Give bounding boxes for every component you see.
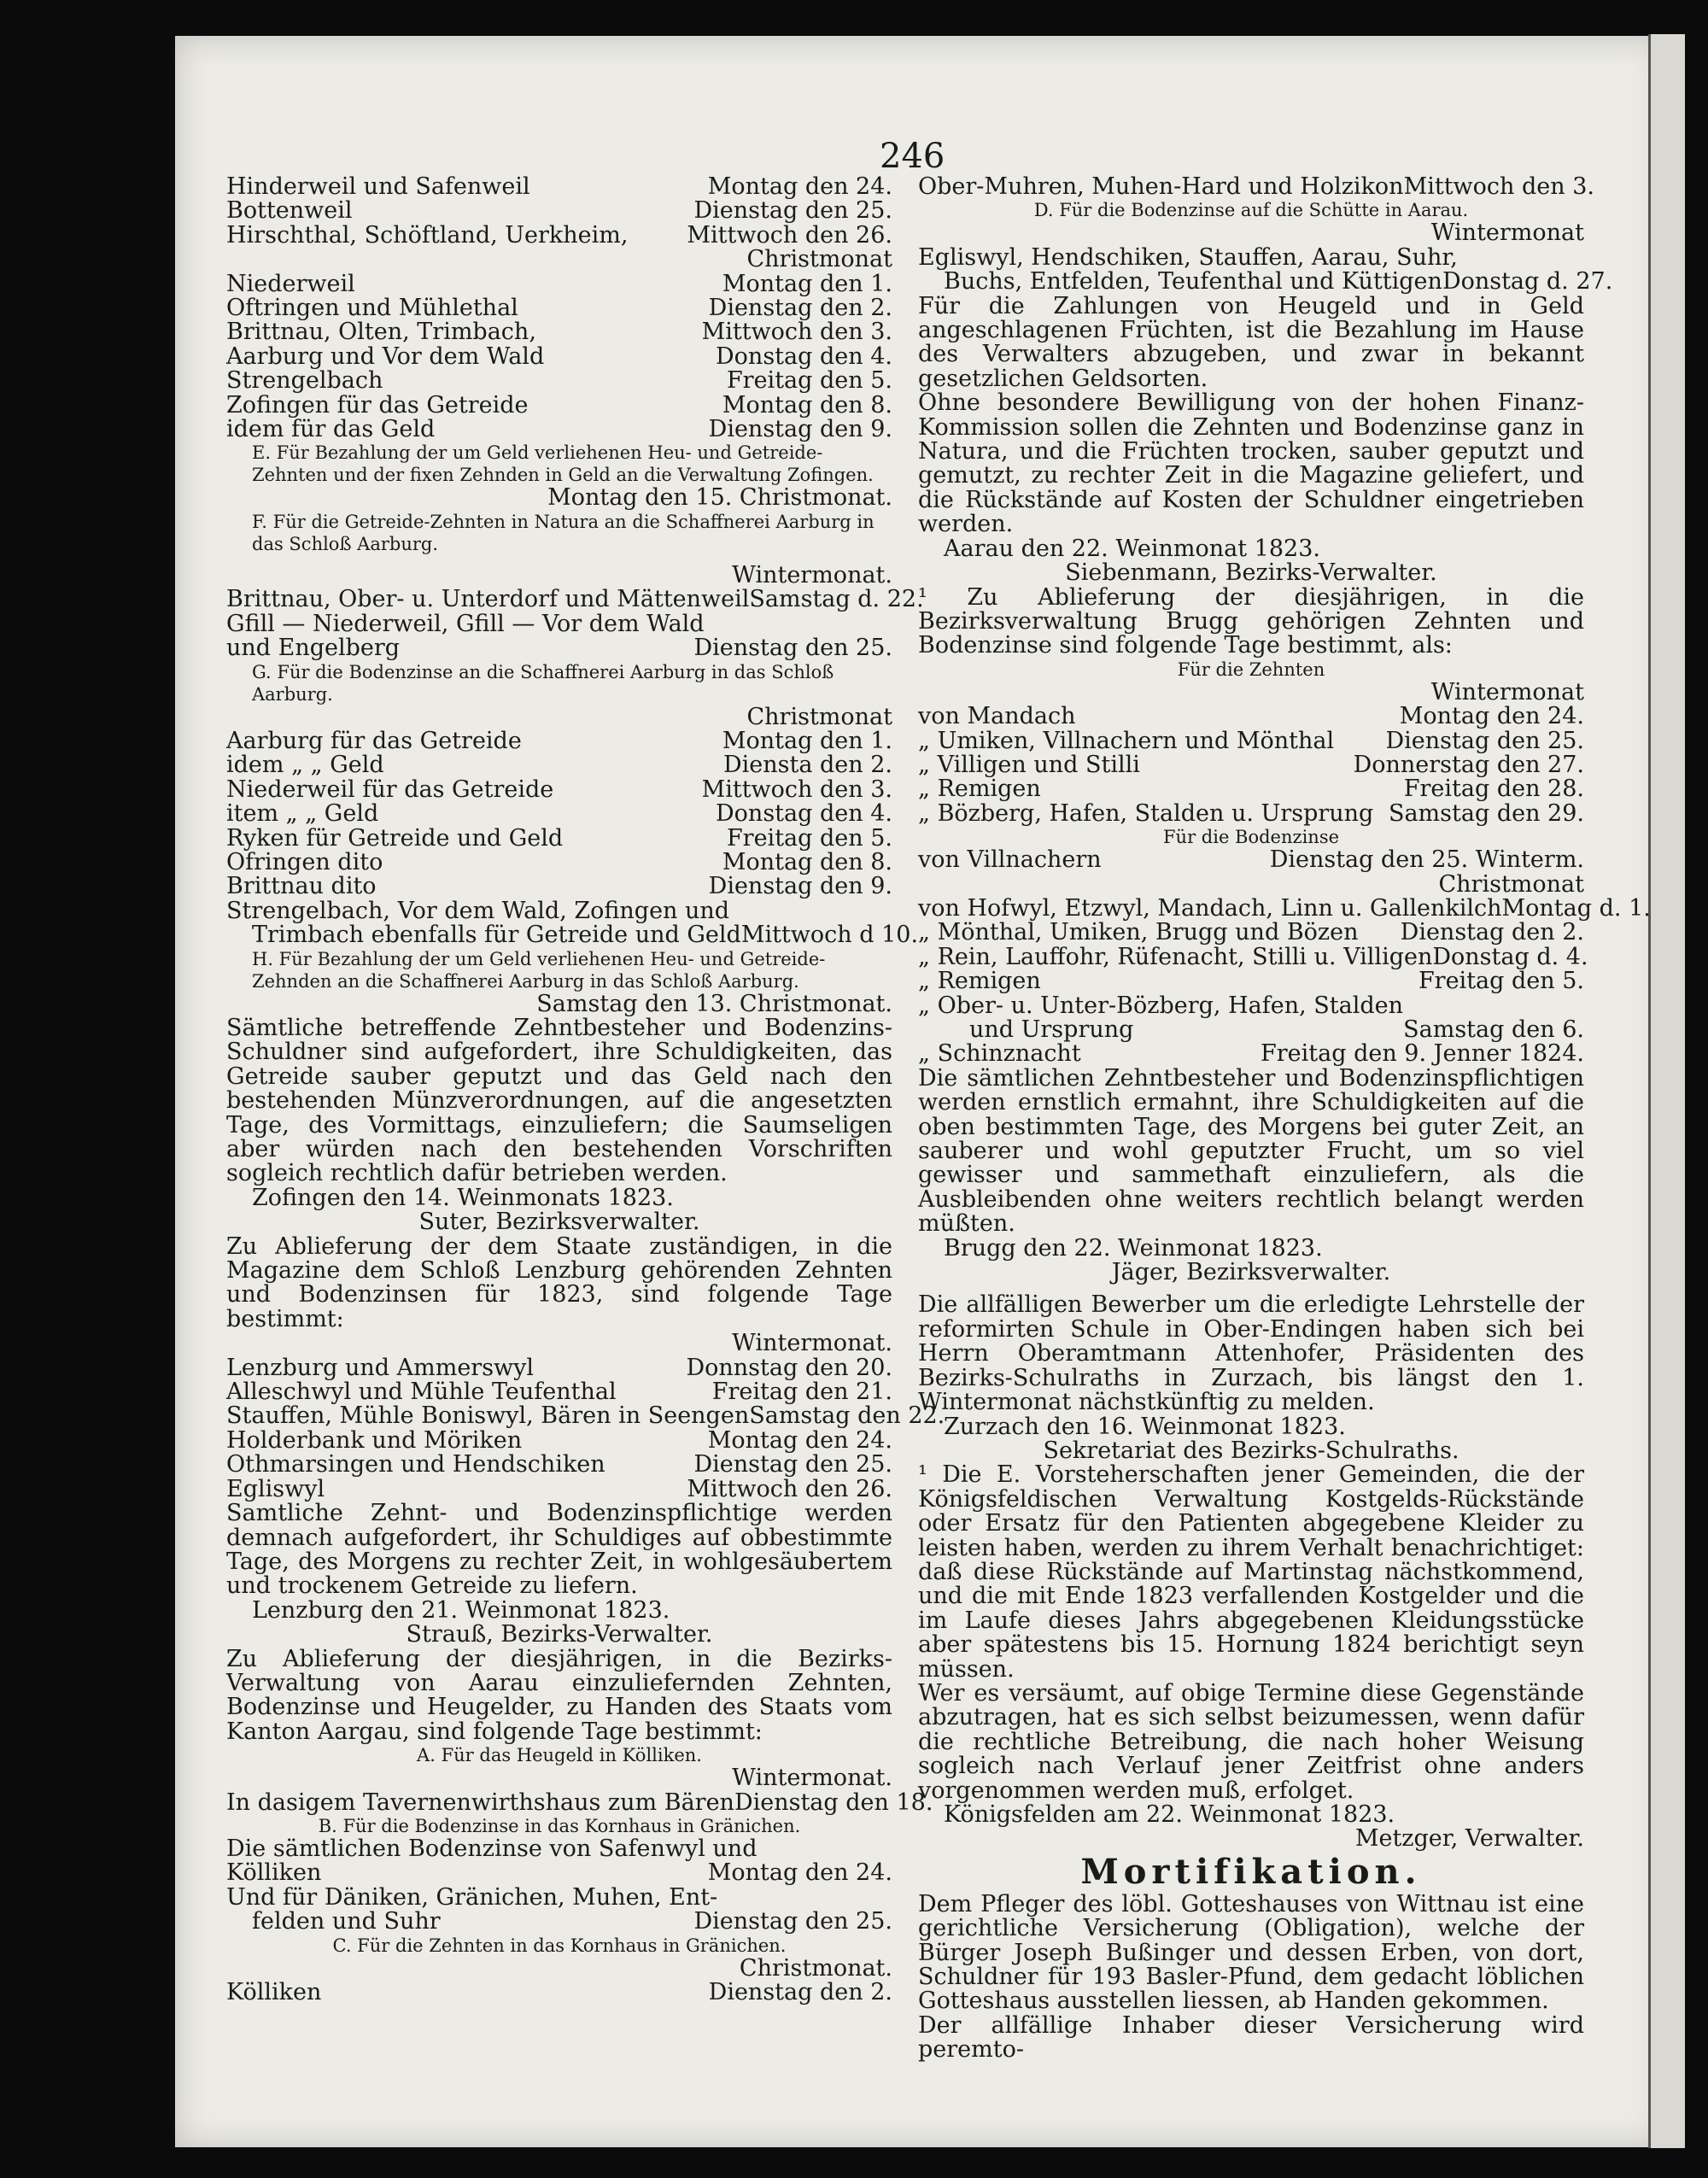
schedule-row xyxy=(918,1018,1584,1042)
place: Brittnau, Ober- u. Unterdorf und Mättenweil xyxy=(226,586,750,613)
place: idem „ „ Geld xyxy=(226,752,384,779)
schedule-row xyxy=(226,175,892,199)
date: Samstag den 6. xyxy=(1403,1016,1584,1043)
schedule-row xyxy=(226,345,892,369)
date: Samstag den 22. xyxy=(749,1402,945,1430)
date: Donstag den 4. xyxy=(716,343,892,370)
month-heading: Christmonat xyxy=(746,246,892,273)
schedule-row xyxy=(226,1910,892,1934)
schedule-block xyxy=(226,1789,933,1816)
month-heading: Christmonat. xyxy=(739,1954,892,1982)
schedule-row xyxy=(226,221,892,249)
paragraph: Ohne besondere Bewilligung von der hohen Finanz-Kommission sollen die Zehnten und Bodenzinse ganz in Natura, und die Früchten trocken, sauber geputzt und gemutzt, zu rechter Zeit in die Magazine geliefert, und die Rückstände auf Kosten der Schuldner eingetrieben werden. xyxy=(918,389,1584,538)
place: Brittnau, Olten, Trimbach, xyxy=(226,319,536,346)
date: Dienstag den 9. xyxy=(708,416,892,443)
signature: Jäger, Bezirksverwalter. xyxy=(1111,1259,1391,1286)
schedule-line: Die sämtlichen Bodenzinse von Safenwyl und xyxy=(226,1835,757,1862)
place: Niederweil xyxy=(226,270,355,297)
schedule-row xyxy=(226,369,892,393)
date: Mittwoch den 26. xyxy=(687,1475,892,1502)
date: Montag den 24. xyxy=(707,1859,892,1887)
date: Mittwoch den 3. xyxy=(1403,173,1595,200)
signature: Strauß, Bezirks-Verwalter. xyxy=(406,1621,713,1648)
date: Mittwoch den 3. xyxy=(701,776,892,803)
date: Montag den 8. xyxy=(722,848,892,875)
signature: Sekretariat des Bezirks-Schulraths. xyxy=(1043,1437,1459,1464)
date: Montag d. 1. xyxy=(1501,894,1651,922)
schedule-row xyxy=(918,848,1584,872)
month-heading: Christmonat xyxy=(1438,870,1584,898)
signature: Suter, Bezirksverwalter. xyxy=(418,1209,700,1236)
place: „ Villigen und Stilli xyxy=(918,751,1140,778)
date: Dienstag den 18. xyxy=(734,1789,933,1816)
schedule-row xyxy=(226,1861,892,1885)
month-heading: Wintermonat. xyxy=(732,1765,892,1792)
schedule-row xyxy=(226,272,892,296)
paragraph: Die sämtlichen Zehntbesteher und Bodenzinspflichtigen werden ernstlich ermahnt, ihre Schuldigkeiten auf die oben bestimmten Tage, des Morgens bei guter Zeit, an sauberer und wohl geputzter Frucht, um so viel gewisser und sammethaft einzuliefern, als die Ausbleibenden ohne weiters rechtlich belangt werden müßten. xyxy=(918,1064,1584,1238)
note-e: E. Für Bezahlung der um Geld verliehenen Heu- und Getreide-Zehnten und der fixen Zehnden in Geld an die Verwaltung Zofingen. xyxy=(252,442,874,486)
place: Egliswyl xyxy=(226,1475,325,1502)
subheading: Für die Bodenzinse xyxy=(1162,827,1340,848)
place: Ober-Muhren, Muhen-Hard und Holzikon xyxy=(918,173,1404,200)
schedule-row xyxy=(226,199,892,223)
date: Donstag d. 27. xyxy=(1442,268,1613,296)
subheading: Für die Zehnten xyxy=(1177,659,1325,680)
place: item „ „ Geld xyxy=(226,800,379,828)
next-page-edge xyxy=(1648,34,1685,2148)
date: Dienstag den 25. xyxy=(693,635,892,662)
schedule-line: Gfill — Niederweil, Gfill — Vor dem Wald xyxy=(226,610,705,637)
paragraph: Zu Ablieferung der dem Staate zuständigen, in die Magazine dem Schloß Lenzburg gehörenden Zehnten und Bodenzinsen für 1823, sind folgende Tage bestimmt: xyxy=(226,1232,892,1332)
schedule-row xyxy=(226,320,892,344)
place-date: Lenzburg den 21. Weinmonat 1823. xyxy=(252,1596,670,1624)
schedule-row xyxy=(918,921,1584,945)
date: Dienstag den 25. xyxy=(693,1451,892,1478)
place: Zofingen für das Getreide xyxy=(226,391,529,419)
subheading: A. Für das Heugeld in Kölliken. xyxy=(417,1745,702,1766)
schedule-row xyxy=(918,268,1613,296)
schedule-block xyxy=(918,894,1651,995)
month-heading: Christmonat xyxy=(746,703,892,730)
schedule-row xyxy=(918,1042,1584,1066)
schedule-row xyxy=(918,753,1584,777)
place-date: Königsfelden am 22. Weinmonat 1823. xyxy=(944,1801,1395,1828)
place: Kölliken xyxy=(226,1859,322,1887)
schedule-row xyxy=(226,1475,892,1502)
schedule-block xyxy=(226,1354,945,1502)
schedule-row xyxy=(226,753,892,777)
date: Montag den 1. xyxy=(722,727,892,754)
place: Brittnau dito xyxy=(226,873,377,900)
date: Dienstag den 2. xyxy=(708,295,892,322)
schedule-row xyxy=(226,1380,892,1404)
schedule-row xyxy=(918,173,1595,200)
schedule-block xyxy=(918,705,1584,826)
schedule-row xyxy=(226,824,892,852)
paragraph: Zu Ablieferung der diesjährigen, in die Bezirks-Verwaltung von Aarau einzuliefernden Zehnten, Bodenzinse und Heugelder, zu Handen des Staats vom Kanton Aargau, sind folgende Tage bestimmt: xyxy=(226,1645,892,1745)
month-heading: Wintermonat. xyxy=(732,561,892,588)
schedule-row xyxy=(918,894,1651,922)
date: Diensta den 2. xyxy=(722,752,892,779)
place: Trimbach ebenfalls für Getreide und Geld xyxy=(252,922,741,949)
date: Montag den 24. xyxy=(707,173,892,200)
schedule-row xyxy=(226,922,919,949)
schedule-row xyxy=(226,1356,892,1380)
schedule-row xyxy=(226,848,892,875)
schedule-row xyxy=(226,778,892,802)
paragraph: ¹ Zu Ablieferung der diesjährigen, in die Bezirksverwaltung Brugg gehörigen Zehnten und Bodenzinse sind folgende Tage bestimmt, als: xyxy=(918,583,1584,659)
date: Montag den 1. xyxy=(722,270,892,297)
schedule-line: „ Ober- u. Unter-Bözberg, Hafen, Stalden xyxy=(918,992,1403,1019)
schedule-row xyxy=(918,777,1584,801)
date: Donnstag den 20. xyxy=(686,1354,892,1381)
schedule-block xyxy=(226,272,892,442)
note-e-date: Montag den 15. Christmonat. xyxy=(547,484,892,512)
schedule-row xyxy=(226,586,924,613)
place-date: Zurzach den 16. Weinmonat 1823. xyxy=(944,1413,1346,1440)
date: Dienstag den 25. Winterm. xyxy=(1269,846,1584,874)
date: Donstag den 4. xyxy=(716,800,892,828)
schedule-row xyxy=(918,969,1584,993)
place: Lenzburg und Ammerswyl xyxy=(226,1354,535,1381)
date: Dienstag den 2. xyxy=(1400,919,1584,946)
date: Freitag den 5. xyxy=(1418,968,1584,995)
note-h-date: Samstag den 13. Christmonat. xyxy=(536,990,892,1017)
paragraph: Samtliche Zehnt- und Bodenzinspflichtige werden demnach aufgefordert, ihr Schuldiges auf obbestimmte Tage, des Morgens zu rechter Zeit, in wohlgesäubertem und trockenem Getreide zu liefern. xyxy=(226,1500,892,1600)
signature: Metzger, Verwalter. xyxy=(1354,1825,1584,1853)
place: Bottenweil xyxy=(226,197,353,225)
date: Mittwoch den 26. xyxy=(687,221,892,249)
note-h: H. Für Bezahlung der um Geld verliehenen Heu- und Getreide-Zehnden an die Schaffnerei Aarburg in das Schloß Aarburg. xyxy=(252,948,826,992)
date: Mittwoch d 10. xyxy=(740,922,919,949)
subheading: D. Für die Bodenzinse auf die Schütte in Aarau. xyxy=(1033,200,1469,221)
place: felden und Suhr xyxy=(252,1908,441,1935)
month-heading: Wintermonat xyxy=(1430,678,1584,706)
date: Montag den 24. xyxy=(1399,703,1584,730)
date: Dienstag den 9. xyxy=(708,873,892,900)
date: Dienstag den 2. xyxy=(708,1979,892,2005)
schedule-line: Egliswyl, Hendschiken, Stauffen, Aarau, Suhr, xyxy=(918,243,1458,271)
place: und Ursprung xyxy=(969,1016,1134,1043)
place: „ Bözberg, Hafen, Stalden u. Ursprung xyxy=(918,799,1374,827)
schedule-block xyxy=(226,1981,892,2005)
schedule-row xyxy=(226,1426,892,1454)
schedule-row xyxy=(226,802,892,826)
schedule-block xyxy=(226,729,892,899)
left-column xyxy=(226,173,945,2005)
schedule-block xyxy=(226,175,892,248)
place: „ Schinznacht xyxy=(918,1040,1081,1068)
date: Freitag den 5. xyxy=(726,824,892,852)
place: „ Mönthal, Umiken, Brugg und Bözen xyxy=(918,919,1359,946)
schedule-row xyxy=(226,1402,945,1430)
schedule-row xyxy=(226,875,892,899)
schedule-row xyxy=(226,391,892,419)
date: Dienstag den 25. xyxy=(693,197,892,225)
place: Alleschwyl und Mühle Teufenthal xyxy=(226,1379,617,1406)
place: Othmarsingen und Hendschiken xyxy=(226,1451,605,1478)
schedule-row xyxy=(918,705,1584,729)
place: Kölliken xyxy=(226,1979,322,2005)
note-g: G. Für die Bodenzinse an die Schaffnerei Aarburg in das Schloß Aarburg. xyxy=(252,661,834,705)
place: Hirschthal, Schöftland, Uerkheim, xyxy=(226,221,629,249)
month-heading: Wintermonat xyxy=(1430,220,1584,247)
right-column xyxy=(918,173,1651,2064)
place: Niederweil für das Getreide xyxy=(226,776,554,803)
paragraph: Sämtliche betreffende Zehntbesteher und Bodenzins-Schuldner sind aufgefordert, ihre Schuldigkeiten, das Getreide sauber geputzt und das Geld nach den bestehenden Münzverordnungen, auf die angesetzten Tage, des Vormittags, einzuliefern; die Saumseligen aber würden nach den bestehenden Vorschriften sogleich rechtlich dafür betrieben werden. xyxy=(226,1014,892,1187)
schedule-row xyxy=(226,1453,892,1477)
month-heading: Wintermonat. xyxy=(732,1330,892,1357)
date: Samstag d. 22. xyxy=(749,586,924,613)
place: Ofringen dito xyxy=(226,848,383,875)
paragraph: ¹ Die E. Vorsteherschaften jener Gemeinden, die der Königsfeldischen Verwaltung Kostgelds-Rückstände oder Ersatz für den Patienten abgegebene Kleider zu leisten haben, werden zu ihrem Verhalt benachrichtiget: daß diese Rückstände auf Martinstag nächstkommend, und die mit Ende 1823 verfallenden Kostgelder und die im Laufe dieses Jahrs abgegebenen Kleidungsstücke aber spätestens bis 15. Hornung 1824 berichtigt seyn müssen. xyxy=(918,1461,1584,1683)
schedule-row xyxy=(918,729,1584,753)
date: Freitag den 5. xyxy=(726,367,892,395)
schedule-block xyxy=(918,1042,1584,1066)
schedule-block xyxy=(226,586,924,613)
place: idem für das Geld xyxy=(226,416,436,443)
place-date: Zofingen den 14. Weinmonats 1823. xyxy=(252,1184,674,1211)
place: Aarburg für das Getreide xyxy=(226,727,522,754)
place: Aarburg und Vor dem Wald xyxy=(226,343,545,370)
date: Donnerstag den 27. xyxy=(1353,751,1584,778)
subheading: B. Für die Bodenzinse in das Kornhaus in Gränichen. xyxy=(318,1815,801,1836)
schedule-row xyxy=(918,799,1584,827)
paragraph: Für die Zahlungen von Heugeld und in Geld angeschlagenen Früchten, ist die Bezahlung im Hause des Verwalters abzugeben, und zwar in bekannt gesetzlichen Geldsorten. xyxy=(918,292,1584,392)
date: Montag den 8. xyxy=(722,391,892,419)
date: Dienstag den 25. xyxy=(1385,727,1584,754)
place: In dasigem Tavernenwirthshaus zum Bären xyxy=(226,1789,734,1816)
schedule-row xyxy=(918,943,1588,970)
schedule-row xyxy=(226,418,892,442)
place: Holderbank und Möriken xyxy=(226,1426,523,1454)
place: „ Remigen xyxy=(918,776,1041,803)
note-f: F. Für die Getreide-Zehnten in Natura an die Schaffnerei Aarburg in das Schloß Aarburg. xyxy=(252,511,874,554)
date: Dienstag den 25. xyxy=(693,1908,892,1935)
schedule-row xyxy=(226,1981,892,2005)
place: Oftringen und Mühlethal xyxy=(226,295,518,322)
paragraph: Die allfälligen Bewerber um die erledigte Lehrstelle der reformirten Schule in Ober-Endingen haben sich bei Herrn Oberamtmann Attenhofer, Präsidenten des Bezirks-Schulraths in Zurzach, bis längst den 1. Wintermonat nächstkünftig zu melden. xyxy=(918,1291,1584,1416)
paragraph: Wer es versäumt, auf obige Termine diese Gegenstände abzutragen, hat es sich selbst beizumessen, wenn dafür die rechtliche Betreibung, die nach hoher Weisung sogleich nach Verlauf jener Zeitfrist ohne anders vorgenommen werden muß, erfolget. xyxy=(918,1679,1584,1804)
place: Buchs, Entfelden, Teufenthal und Küttigen xyxy=(944,268,1442,296)
place-date: Brugg den 22. Weinmonat 1823. xyxy=(944,1234,1323,1262)
subheading: C. Für die Zehnten in das Kornhaus in Gränichen. xyxy=(332,1935,787,1956)
place: Ryken für Getreide und Geld xyxy=(226,824,564,852)
schedule-block xyxy=(918,848,1584,872)
place: von Villnachern xyxy=(918,846,1102,874)
date: Donstag d. 4. xyxy=(1432,943,1588,970)
paragraph: Dem Pfleger des löbl. Gotteshauses von Wittnau ist eine gerichtliche Versicherung (Obligation), welche der Bürger Joseph Bußinger und dessen Erben, von dort, Schuldner für 193 Basler-Pfund, dem gedacht löblichen Gotteshaus ausstellen liessen, ab Handen gekommen. xyxy=(918,1890,1584,2015)
place: und Engelberg xyxy=(226,635,401,662)
signature: Siebenmann, Bezirks-Verwalter. xyxy=(1065,559,1437,587)
place: „ Umiken, Villnachern und Mönthal xyxy=(918,727,1335,754)
place: „ Rein, Lauffohr, Rüfenacht, Stilli u. Villigen xyxy=(918,943,1433,970)
place: von Hofwyl, Etzwyl, Mandach, Linn u. Gallenkilch xyxy=(918,894,1502,922)
place: Strengelbach xyxy=(226,367,383,395)
paragraph: Der allfällige Inhaber dieser Versicherung wird peremto- xyxy=(918,2011,1584,2064)
date: Montag den 24. xyxy=(707,1426,892,1454)
schedule-line: Strengelbach, Vor dem Wald, Zofingen und xyxy=(226,897,730,924)
place: von Mandach xyxy=(918,703,1076,730)
place-date: Aarau den 22. Weinmonat 1823. xyxy=(944,535,1320,562)
date: Samstag den 29. xyxy=(1388,799,1584,827)
section-heading: Mortifikation. xyxy=(1080,1851,1422,1892)
schedule-line: Und für Däniken, Gränichen, Muhen, Ent- xyxy=(226,1883,718,1911)
date: Freitag den 9. Jenner 1824. xyxy=(1261,1040,1584,1068)
page-number: 246 xyxy=(880,137,945,176)
date: Freitag den 28. xyxy=(1403,776,1584,803)
schedule-row xyxy=(226,296,892,320)
place: Stauffen, Mühle Boniswyl, Bären in Seengen xyxy=(226,1402,750,1430)
schedule-row xyxy=(226,636,892,660)
place: Hinderweil und Safenweil xyxy=(226,173,530,200)
date: Freitag den 21. xyxy=(711,1379,892,1406)
schedule-row xyxy=(226,729,892,753)
schedule-row xyxy=(226,1789,933,1816)
place: „ Remigen xyxy=(918,968,1041,995)
date: Mittwoch den 3. xyxy=(701,319,892,346)
